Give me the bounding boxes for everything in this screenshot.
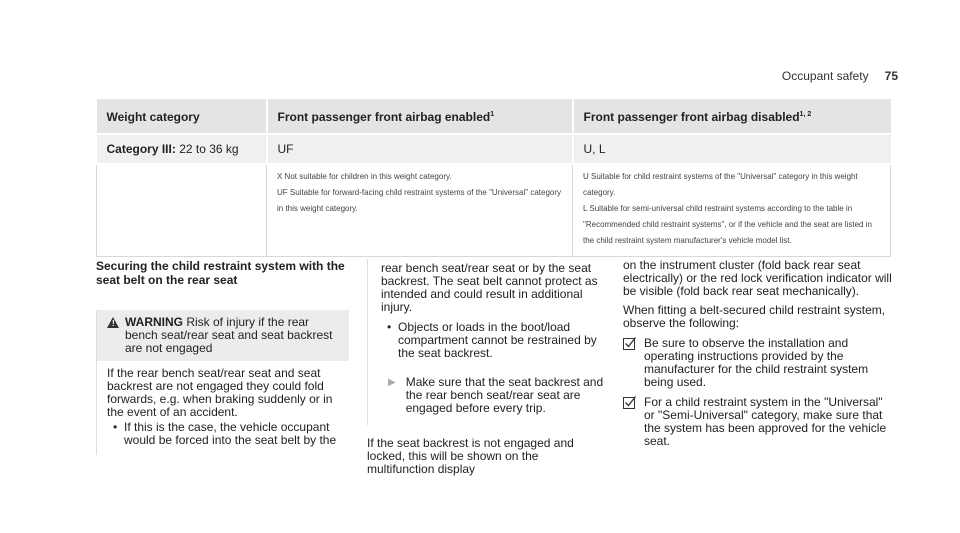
warning-icon: ! xyxy=(107,317,119,328)
list-item: • If this is the case, the vehicle occupant would be forced into the seat belt by the xyxy=(107,421,339,447)
airbag-table xyxy=(96,99,891,257)
paragraph: When fitting a belt-secured child restraint system, observe the following: xyxy=(623,303,886,330)
table-cell xyxy=(97,164,267,256)
table-header-row xyxy=(97,99,891,134)
column-1 xyxy=(96,259,349,455)
list-item: • Objects or loads in the boot/load compartment cannot be restrained by the seat backrest. xyxy=(381,321,607,360)
page-number: 75 xyxy=(884,69,898,83)
table-notes: X Not suitable for children in this weight category. UF Suitable for forward-facing child restraint systems of the "Universal" category in this weight category. xyxy=(267,164,573,256)
section-heading: Securing the child restraint system with the seat belt on the rear seat xyxy=(96,259,345,287)
table-notes: U Suitable for child restraint systems of the "Universal" category in this weight category. L Suitable for semi-universal child restraint systems according to the table in "Recommended child restraint systems", or if the vehicle and the seat are listed in the child restraint system manufacturer's vehicle model list. xyxy=(573,164,891,256)
table-header: Weight category xyxy=(97,99,267,134)
table-cell: U, L xyxy=(573,134,891,164)
arrow-icon: ▶ xyxy=(388,377,396,388)
checklist-item: Be sure to observe the installation and operating instructions provided by the manufacturer for the child restraint system being used. xyxy=(623,337,893,389)
checkbox-icon xyxy=(623,396,636,409)
warning-label: WARNING xyxy=(125,315,183,329)
checklist-item: For a child restraint system in the "Universal" or "Semi-Universal" category, make sure that the system has been approved for the vehicle seat. xyxy=(623,396,893,448)
table-header: Front passenger front airbag enabled$^1$ xyxy=(267,99,573,134)
warning-continued: rear bench seat/rear seat or by the seat backrest. The seat belt cannot protect as intended and could result in additional injury. • Objects or loads in the boot/load compartment cannot be restrained by the seat backrest. ▶ Make sure that the seat backrest and the rear bench seat/rear seat are engaged before every trip. xyxy=(367,259,607,425)
warning-header xyxy=(97,310,349,361)
warning-body: If the rear bench seat/rear seat and seat backrest are not engaged they could fold forwards, e.g. when braking suddenly or in the event of an accident. • If this is the case, the vehicle occupant would be forced into the seat belt by the xyxy=(97,361,349,455)
section-title: Occupant safety xyxy=(781,69,869,83)
warning-box xyxy=(96,310,349,455)
column-2 xyxy=(367,259,607,476)
table-cell: UF xyxy=(267,134,573,164)
action-step: ▶ Make sure that the seat backrest and the rear bench seat/rear seat are engaged before every trip. xyxy=(381,376,607,415)
table-header: Front passenger front airbag disabled$^{1, 2}$ xyxy=(573,99,891,134)
table-row xyxy=(97,134,891,164)
paragraph: If the seat backrest is not engaged and locked, this will be shown on the multifunction display xyxy=(367,436,574,476)
warning-text: Risk of injury if the rear bench seat/rear seat and seat backrest are not engaged xyxy=(125,315,333,355)
paragraph: on the instrument cluster (fold back rear seat electrically) or the red lock verification indicator will be visible (fold back rear seat mechanically). xyxy=(623,258,892,298)
page-header xyxy=(782,69,898,83)
column-3 xyxy=(623,259,893,448)
table-row xyxy=(97,164,891,256)
checkbox-icon xyxy=(623,337,636,350)
table-cell: Category III: 22 to 36 kg xyxy=(97,134,267,164)
